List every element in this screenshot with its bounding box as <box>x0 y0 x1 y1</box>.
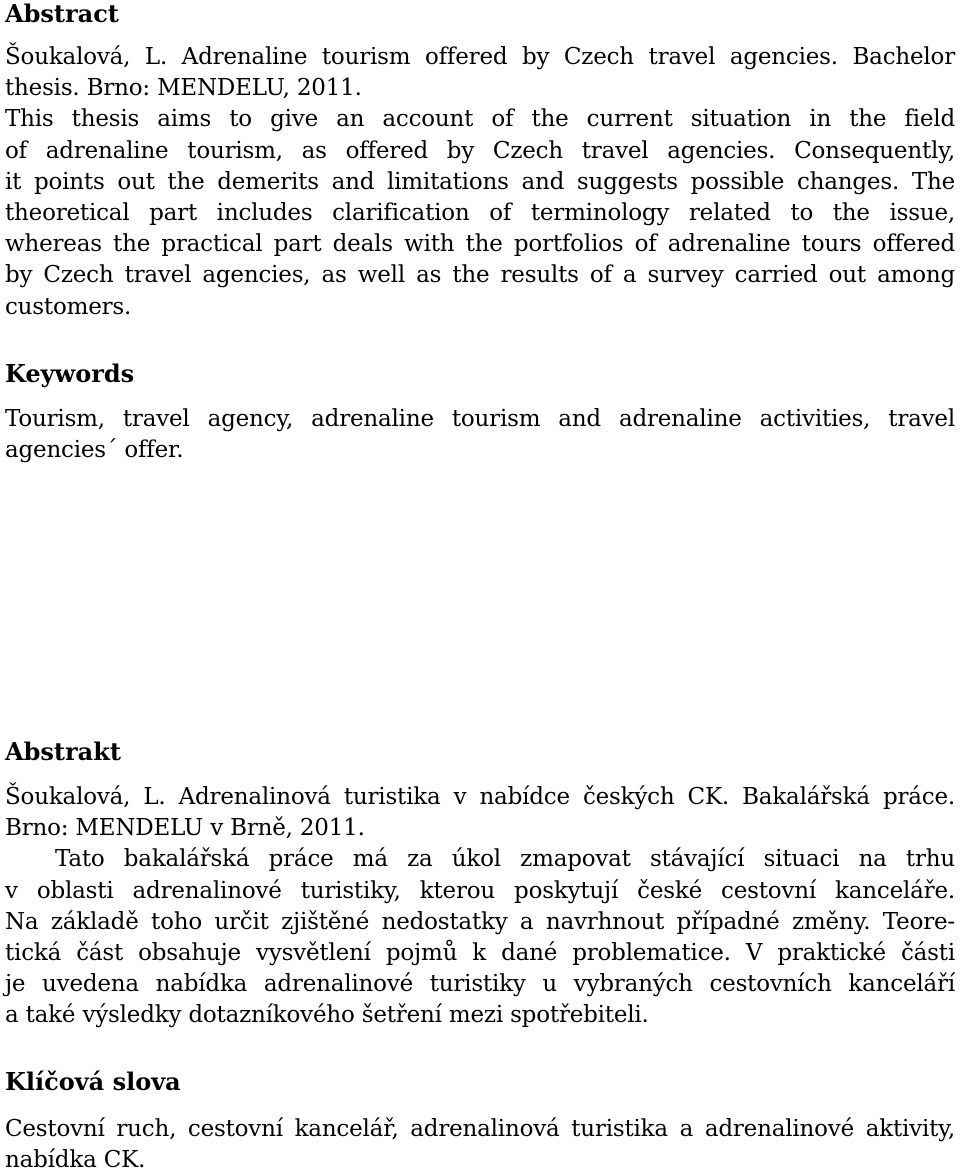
abstract-line: whereas the practical part deals with the portfolios of adrenaline tours offered <box>5 231 955 258</box>
abstrakt-line: Brno: MENDELU v Brně, 2011. <box>5 815 365 842</box>
keywords-line: Tourism, travel agency, adrenaline tourism and adrenaline activities, travel <box>5 406 955 432</box>
abstrakt-line: je uvedena nabídka adrenalinové turistiky u vybraných cestovních kanceláří <box>5 971 955 998</box>
keywords-line: agencies´ offer. <box>5 437 184 464</box>
abstrakt-line: Na základě toho určit zjištěné nedostatky a navrhnout případné změny. Teore- <box>5 908 955 935</box>
abstrakt-body <box>5 782 955 1032</box>
klicova-slova-line: Cestovní ruch, cestovní kancelář, adrenalinová turistika a adrenalinové aktivity, <box>5 1116 955 1142</box>
abstract-line: This thesis aims to give an account of the current situation in the field <box>5 106 955 133</box>
keywords-body <box>5 404 955 466</box>
abstract-line: of adrenaline tourism, as offered by Czech travel agencies. Consequently, <box>5 137 955 164</box>
klicova-slova-heading: Klíčová slova <box>5 1067 181 1096</box>
abstrakt-line: Tato bakalářská práce má za úkol zmapovat stávající situaci na trhu <box>55 846 955 873</box>
abstract-line: it points out the demerits and limitations and suggests possible changes. The <box>5 168 955 195</box>
klicova-slova-line: nabídka CK. <box>5 1147 146 1174</box>
keywords-heading: Keywords <box>5 359 135 388</box>
abstrakt-line: v oblasti adrenalinové turistiky, kterou poskytují české cestovní kanceláře. <box>5 877 955 904</box>
klicova-slova-body <box>5 1114 955 1176</box>
abstract-line: by Czech travel agencies, as well as the results of a survey carried out among <box>5 262 955 289</box>
abstract-line: thesis. Brno: MENDELU, 2011. <box>5 75 362 102</box>
abstrakt-line: Šoukalová, L. Adrenalinová turistika v nabídce českých CK. Bakalářská práce. <box>5 784 955 810</box>
abstract-heading: Abstract <box>5 0 119 28</box>
abstract-line: theoretical part includes clarification of terminology related to the issue, <box>5 200 955 227</box>
abstract-line: Šoukalová, L. Adrenaline tourism offered by Czech travel agencies. Bachelor <box>5 44 955 70</box>
abstract-body <box>5 42 955 323</box>
abstract-line: customers. <box>5 293 132 320</box>
abstrakt-line: tická část obsahuje vysvětlení pojmů k dané problematice. V praktické části <box>5 940 955 967</box>
abstrakt-line: a také výsledky dotazníkového šetření mezi spotřebiteli. <box>5 1002 649 1029</box>
abstrakt-heading: Abstrakt <box>5 737 121 766</box>
